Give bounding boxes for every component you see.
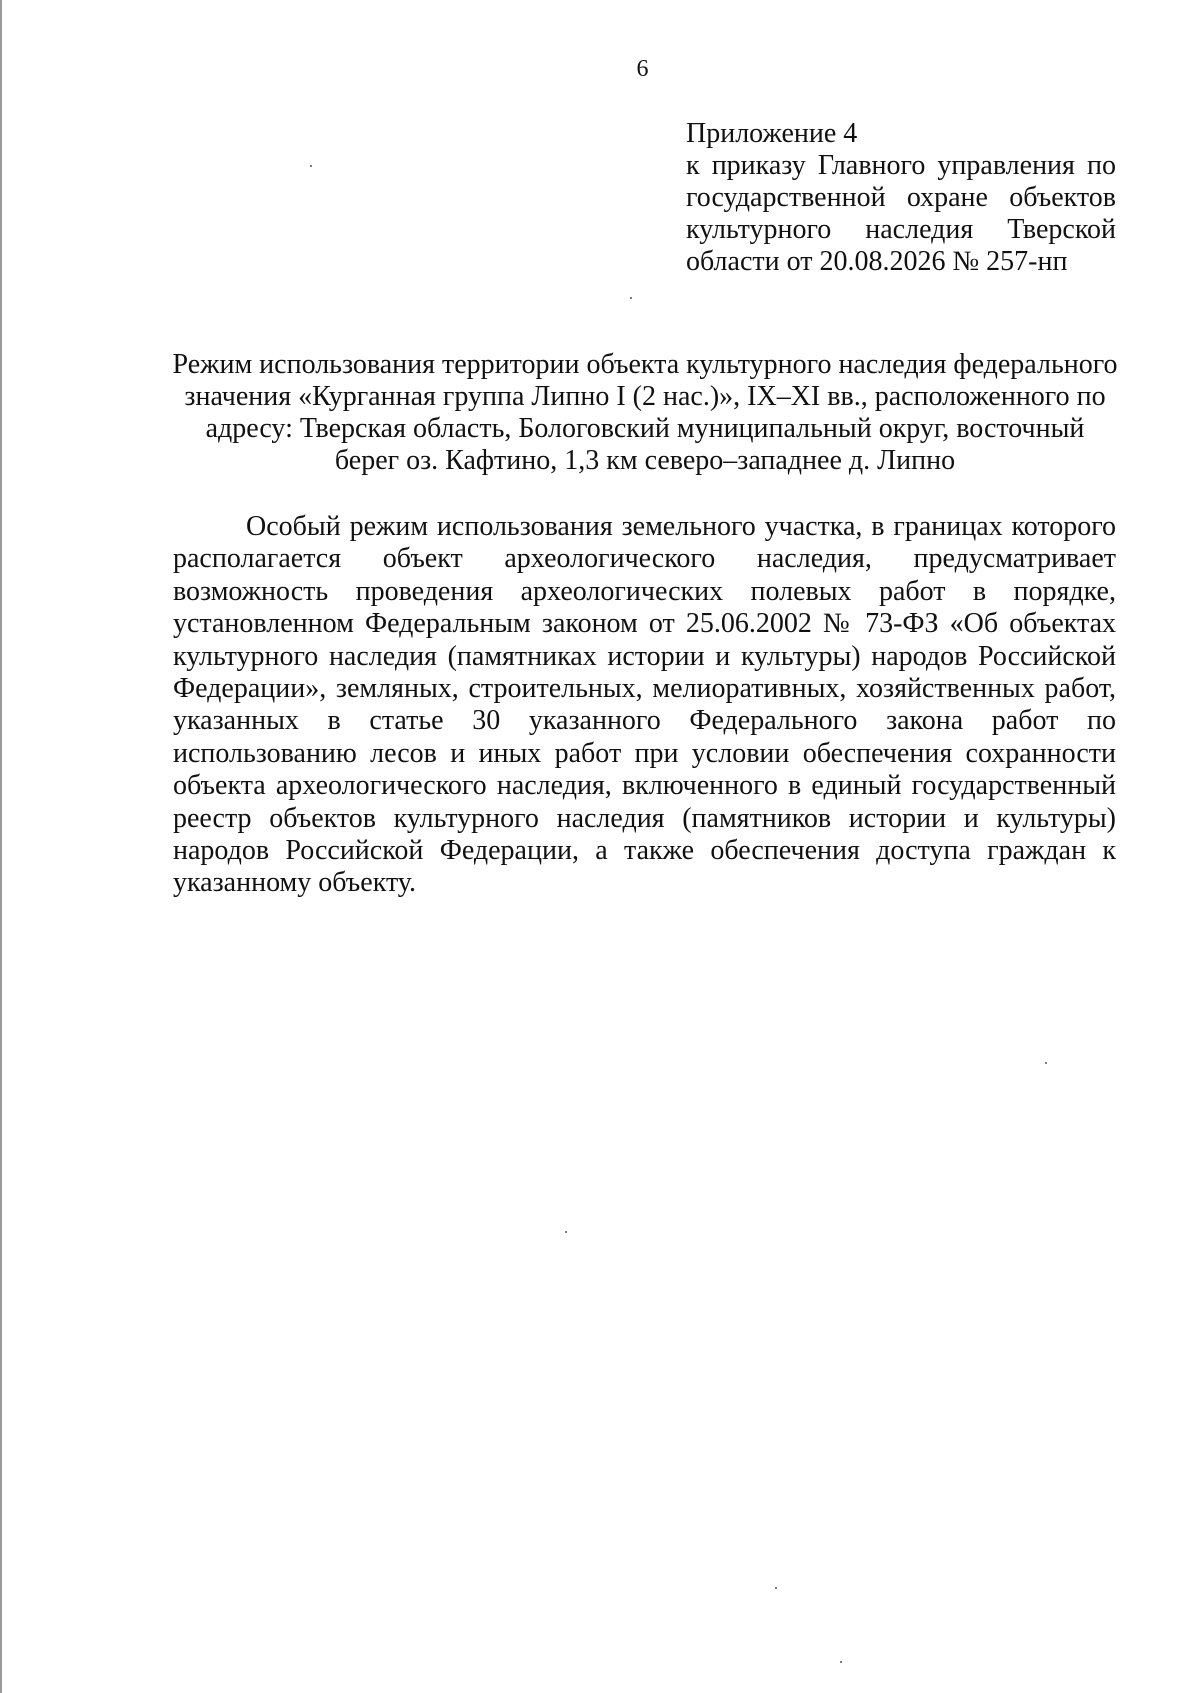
appendix-reference: к приказу Главного управления по государственной охране объектов культурного наследия Тверской области от 20.08.2026 № 257-нп (686, 150, 1116, 277)
scan-speck (840, 1661, 842, 1663)
appendix-block (686, 118, 1116, 278)
document-title: Режим использования территории объекта культурного наследия федерального значения «Курганная группа Липно I (2 нас.)», IX–XI вв., расположенного по адресу: Тверская область, Бологовский муниципальный округ, восточный берег оз. Кафтино, 1,3 км северо–западнее д. Липно (172, 349, 1118, 476)
scan-speck (1045, 1062, 1047, 1064)
scan-speck (565, 1231, 567, 1233)
scan-speck (775, 1587, 777, 1589)
page-number: 6 (636, 56, 649, 82)
scan-speck (310, 165, 312, 167)
scan-speck (630, 297, 632, 299)
scan-edge (0, 0, 2, 1693)
appendix-label: Приложение 4 (686, 118, 858, 149)
body-paragraph: Особый режим использования земельного участка, в границах которого располагается объект археологического наследия, предусматривает возможность проведения археологических полевых работ в порядке, установленном Федеральным законом от 25.06.2002 № 73-ФЗ «Об объектах культурного наследия (памятниках истории и культуры) народов Российской Федерации», земляных, строительных, мелиоративных, хозяйственных работ, указанных в статье 30 указанного Федерального закона работ по использованию лесов и иных работ при условии обеспечения сохранности объекта археологического наследия, включенного в единый государственный реестр объектов культурного наследия (памятников истории и культуры) народов Российской Федерации, а также обеспечения доступа граждан к указанному объекту. (173, 511, 1116, 899)
